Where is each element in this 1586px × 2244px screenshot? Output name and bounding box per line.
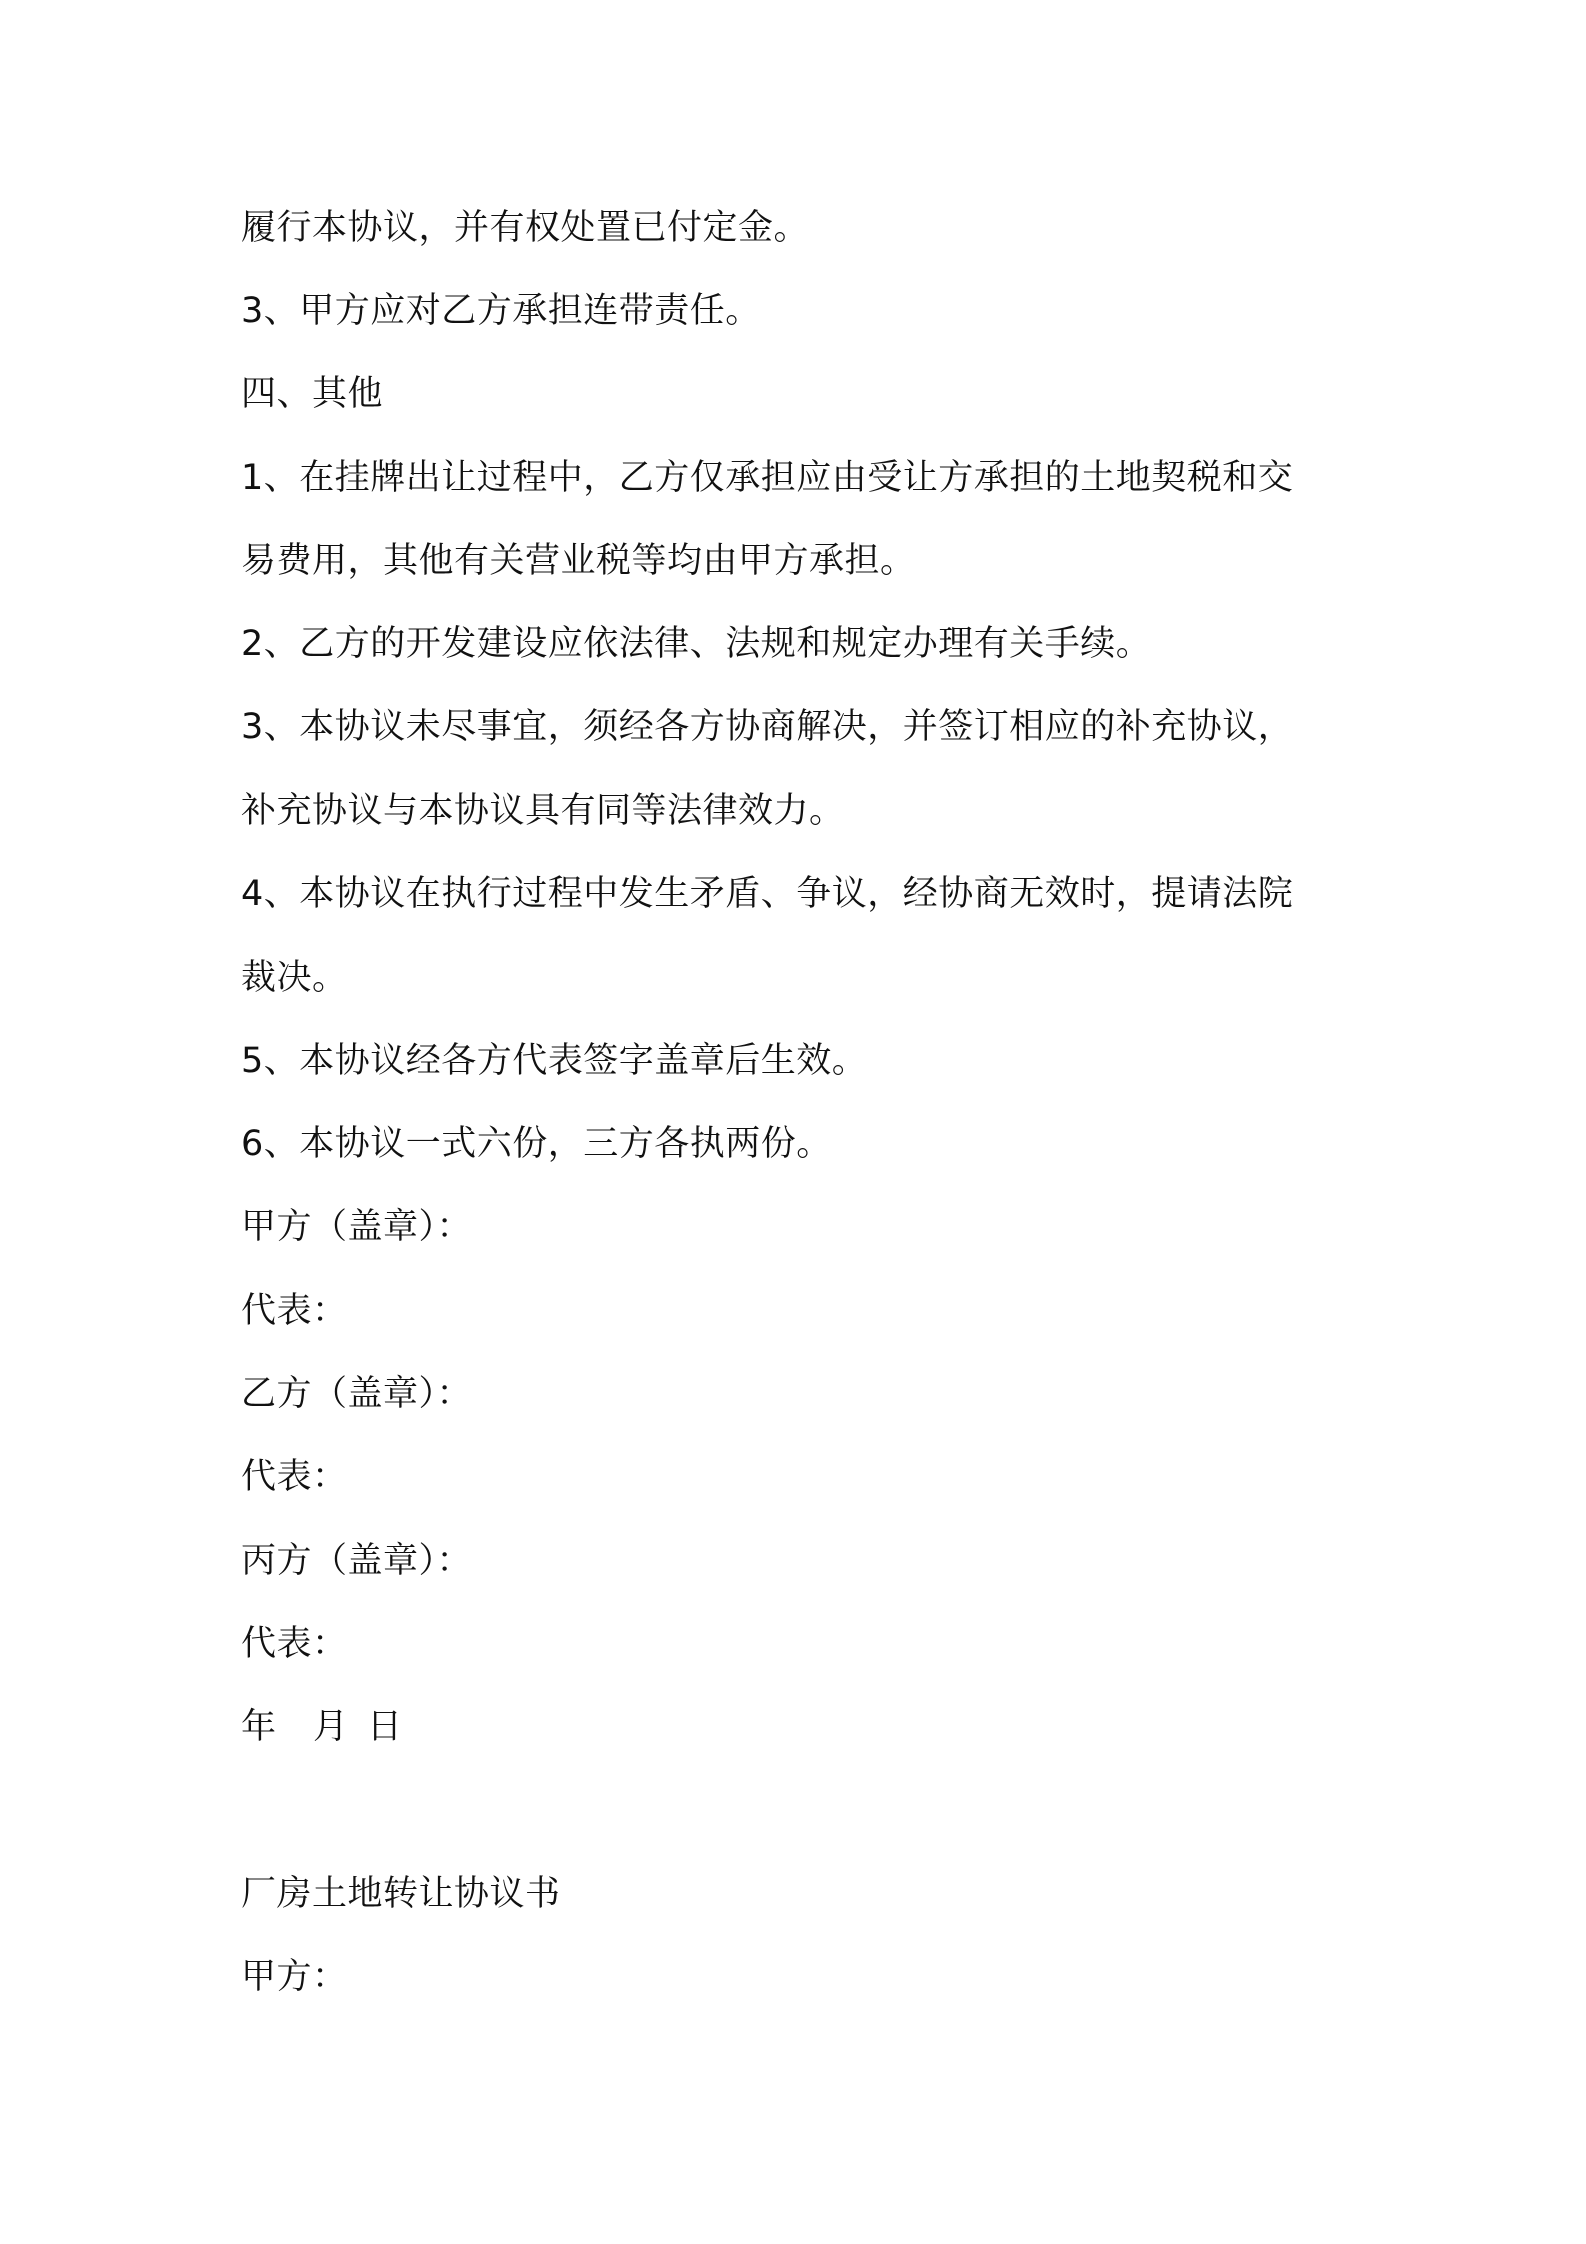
clause-1-line-1: 1、在挂牌出让过程中，乙方仅承担应由受让方承担的土地契税和交 bbox=[241, 458, 1294, 498]
party-c-representative-label: 代表： bbox=[241, 1624, 348, 1664]
clause-1-line-2: 易费用，其他有关营业税等均由甲方承担。 bbox=[241, 541, 916, 581]
date-day-label: 日 bbox=[367, 1707, 403, 1747]
date-month-label: 月 bbox=[313, 1707, 349, 1747]
clause-3-line-2: 补充协议与本协议具有同等法律效力。 bbox=[241, 791, 845, 831]
section-heading-other: 四、其他 bbox=[241, 374, 384, 414]
clause-3-joint-liability: 3、甲方应对乙方承担连带责任。 bbox=[241, 291, 761, 331]
party-a-representative-label: 代表： bbox=[241, 1291, 348, 1331]
party-b-representative-label: 代表： bbox=[241, 1457, 348, 1497]
next-document-title: 厂房土地转让协议书 bbox=[241, 1874, 561, 1914]
clause-4-line-2: 裁决。 bbox=[241, 958, 348, 998]
signing-date bbox=[241, 1704, 403, 1750]
clause-5: 5、本协议经各方代表签字盖章后生效。 bbox=[241, 1041, 868, 1081]
date-year-label: 年 bbox=[241, 1707, 277, 1747]
party-c-seal-label: 丙方（盖章）： bbox=[241, 1541, 473, 1581]
party-b-seal-label: 乙方（盖章）： bbox=[241, 1374, 473, 1414]
clause-4-line-1: 4、本协议在执行过程中发生矛盾、争议，经协商无效时，提请法院 bbox=[241, 874, 1294, 914]
clause-2: 2、乙方的开发建设应依法律、法规和规定办理有关手续。 bbox=[241, 624, 1152, 664]
clause-6: 6、本协议一式六份，三方各执两份。 bbox=[241, 1124, 832, 1164]
party-a-seal-label: 甲方（盖章）： bbox=[241, 1207, 473, 1247]
paragraph-line: 履行本协议，并有权处置已付定金。 bbox=[241, 208, 810, 248]
next-document-party-a-label: 甲方： bbox=[241, 1957, 348, 1997]
clause-3-line-1: 3、本协议未尽事宜，须经各方协商解决，并签订相应的补充协议， bbox=[241, 707, 1294, 747]
